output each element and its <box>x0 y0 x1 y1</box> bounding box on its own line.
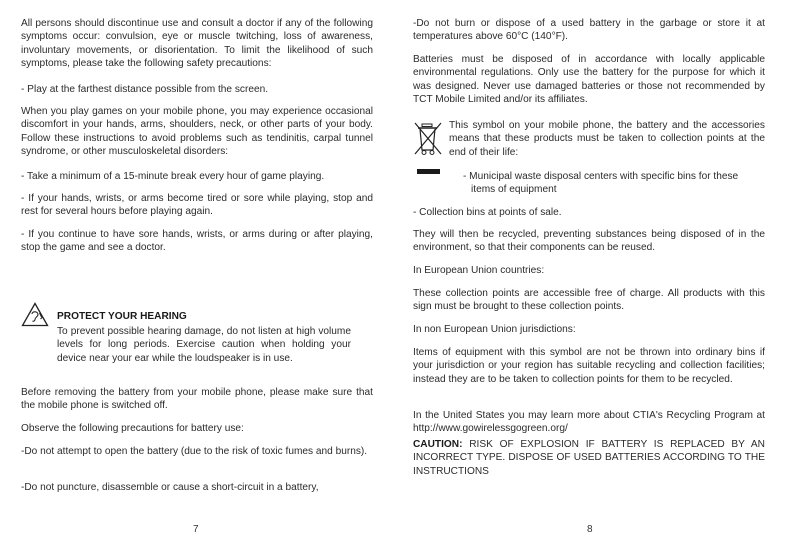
caution-paragraph <box>413 438 765 478</box>
hearing-section-title: PROTECT YOUR HEARING <box>57 311 187 322</box>
hearing-section-body: To prevent possible hearing damage, do not listen at high volume levels for long periods. Exercise caution when holding your device near your ear while the loudspeaker is in use. <box>57 326 351 364</box>
sore-precaution: - If you continue to have sore hands, wrists, or arms during or after playing, stop the game and see a doctor. <box>21 229 373 254</box>
non-eu-heading: In non European Union jurisdictions: <box>413 324 576 335</box>
recycling-paragraph: They will then be recycled, preventing substances being disposed of in the environment, so that their components can be reused. <box>413 229 765 254</box>
eu-paragraph: These collection points are accessible free of charge. All products with this sign must be brought to these collection points. <box>413 288 765 313</box>
bin-underline-bar <box>417 169 440 174</box>
discomfort-paragraph: When you play games on your mobile phone, you may experience occasional discomfort in your hands, arms, shoulders, neck, or other parts of your body. Follow these instructions to avoid problems such as tendinitis, carpal tunnel syndrome, or other musculoskeletal disorders: <box>21 106 373 158</box>
disposal-regulations-paragraph: Batteries must be disposed of in accordance with locally applicable environmental regulations. Only use the battery for the purpose for which it was designed. Never use damaged batteries or those not recommended by TCT Mobile Limited and/or its affiliates. <box>413 54 765 106</box>
tired-precaution: - If your hands, wrists, or arms become tired or sore while playing, stop and rest for several hours before playing again. <box>21 193 373 218</box>
open-battery-precaution: -Do not attempt to open the battery (due to the risk of toxic fumes and burns). <box>21 446 368 457</box>
eu-heading: In European Union countries: <box>413 265 545 276</box>
battery-precautions-intro: Observe the following precautions for battery use: <box>21 423 244 434</box>
page-number-right: 8 <box>587 524 593 535</box>
distance-precaution: - Play at the farthest distance possible from the screen. <box>21 84 269 95</box>
caution-text: RISK OF EXPLOSION IF BATTERY IS REPLACED BY AN INCORRECT TYPE. DISPOSE OF USED BATTERIES ACCORDING TO THE INSTRUCTIONS <box>413 439 765 477</box>
municipal-centers-item: - Municipal waste disposal centers with specific bins for these items of equipment <box>463 171 739 196</box>
non-eu-paragraph: Items of equipment with this symbol are not be thrown into ordinary bins if your jurisdiction or your region has suitable recycling and collection facilities; instead they are to be taken to collection points for them to be recycled. <box>413 347 765 385</box>
page-number-left: 7 <box>193 524 199 535</box>
burn-precaution: -Do not burn or dispose of a used battery in the garbage or store it at temperatures above 60°C (140°F). <box>413 18 765 43</box>
caution-label: CAUTION: <box>413 439 463 450</box>
hearing-warning-icon <box>21 302 49 327</box>
break-precaution: - Take a minimum of a 15-minute break every hour of game playing. <box>21 171 325 182</box>
collection-bins-item: - Collection bins at points of sale. <box>413 207 562 218</box>
battery-removal-paragraph: Before removing the battery from your mobile phone, please make sure that the mobile phone is switched off. <box>21 387 373 412</box>
crossed-out-bin-icon <box>413 120 443 156</box>
puncture-precaution: -Do not puncture, disassemble or cause a short-circuit in a battery, <box>21 482 319 493</box>
symptoms-paragraph: All persons should discontinue use and consult a doctor if any of the following symptoms occur: convulsion, eye or muscle twitching, loss of awareness, involuntary movements, or disorientation. To limit the likelihood of such symptoms, please take the following safety precautions: <box>21 18 373 70</box>
ctia-paragraph: In the United States you may learn more about CTIA's Recycling Program at http://www.gowirelessgogreen.org/ <box>413 410 765 435</box>
symbol-explanation: This symbol on your mobile phone, the battery and the accessories means that these products must be taken to collection points at the end of their life: <box>449 120 765 158</box>
